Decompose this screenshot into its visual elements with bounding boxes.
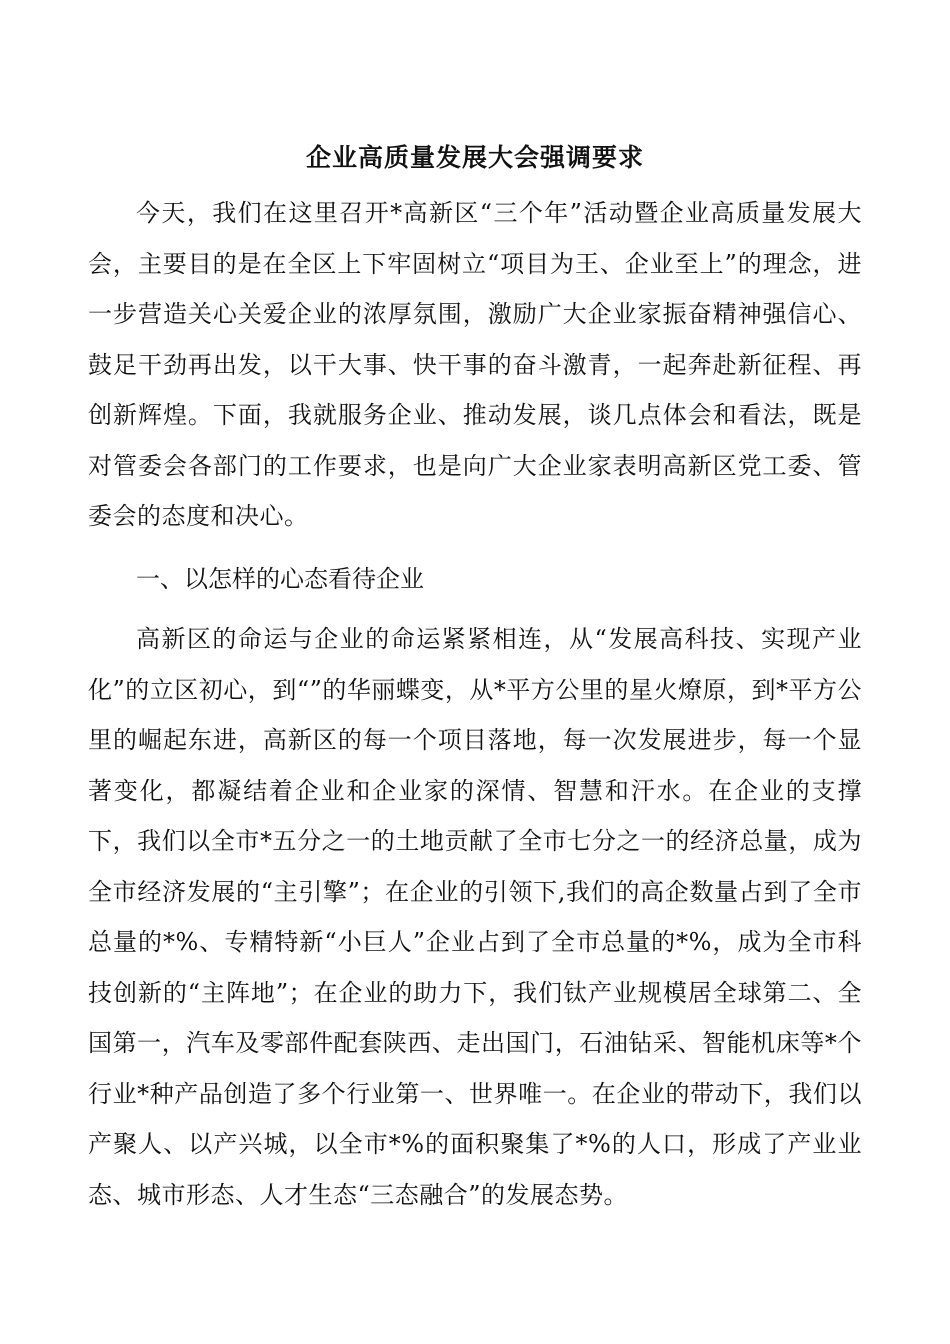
paragraph-body: 高新区的命运与企业的命运紧紧相连，从“发展高科技、实现产业化”的立区初心，到“”的华丽蝶变，从*平方公里的星火燎原，到*平方公里的崛起东进，高新区的每一个项目落地，每一次发展进步，每一个显著变化，都凝结着企业和企业家的深情、智慧和汗水。在企业的支撑下，我们以全市*五分之一的土地贡献了全市七分之一的经济总量，成为全市经济发展的“主引擎”；在企业的引领下,我们的高企数量占到了全市总量的*%、专精特新“小巨人”企业占到了全市总量的*%，成为全市科技创新的“主阵地”；在企业的助力下，我们钛产业规模居全球第二、全国第一，汽车及零部件配套陕西、走出国门，石油钻采、智能机床等*个行业*种产品创造了多个行业第一、世界唯一。在企业的带动下，我们以产聚人、以产兴城，以全市*%的面积聚集了*%的人口，形成了产业业态、城市形态、人才生态“三态融合”的发展态势。: [88, 625, 862, 1209]
document-page: [88, 138, 862, 1220]
section-heading: 一、以怎样的心态看待企业: [136, 564, 424, 593]
paragraph-intro: 今天，我们在这里召开*高新区“三个年”活动暨企业高质量发展大会，主要目的是在全区上下牢固树立“项目为王、企业至上”的理念，进一步营造关心关爱企业的浓厚氛围，激励广大企业家振奋精神强信心、鼓足干劲再出发，以干大事、快干事的奋斗激青，一起奔赴新征程、再创新辉煌。下面，我就服务企业、推动发展，谈几点体会和看法，既是对管委会各部门的工作要求，也是向广大企业家表明高新区党工委、管委会的态度和决心。: [88, 199, 862, 530]
document-title: 企业高质量发展大会强调要求: [305, 143, 644, 172]
